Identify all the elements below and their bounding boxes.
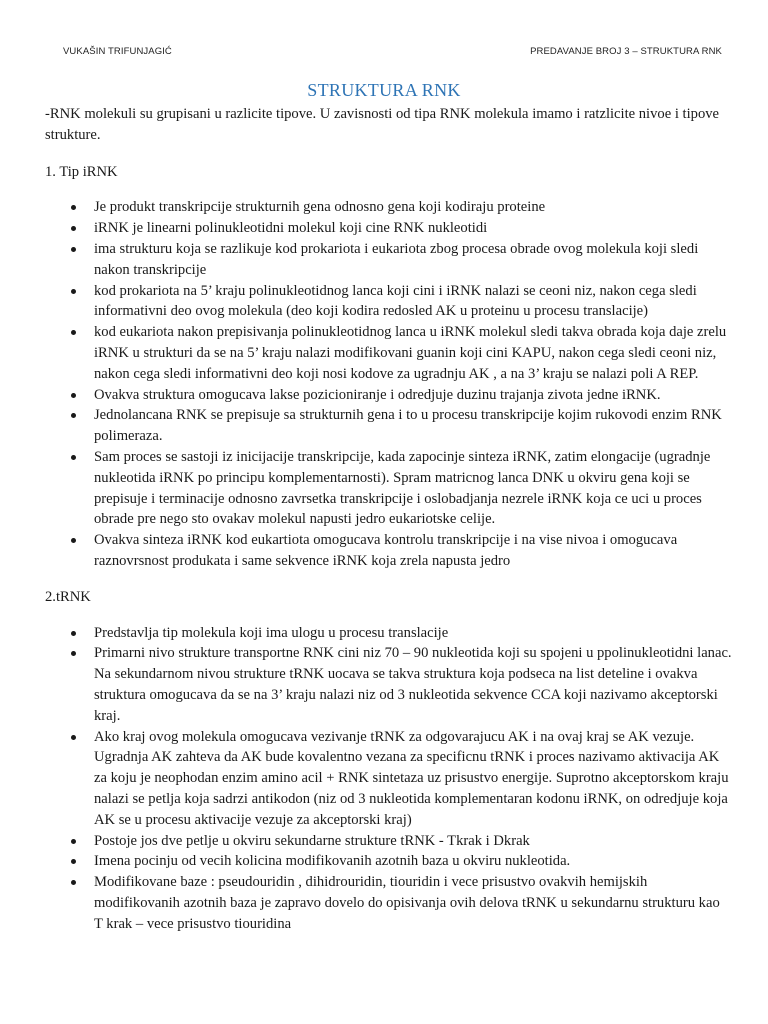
list-item: Ovakva struktura omogucava lakse pozicioniranje i odredjuje duzinu trajanja zivota jedne iRNK. <box>45 385 733 406</box>
section-heading-irnk: 1. Tip iRNK <box>45 163 118 180</box>
irnk-bullet-list <box>45 197 733 571</box>
list-item: iRNK je linearni polinukleotidni molekul koji cine RNK nukleotidi <box>45 218 733 239</box>
list-item: Postoje jos dve petlje u okviru sekundarne strukture tRNK - Tkrak i Dkrak <box>45 831 733 852</box>
document-body <box>45 104 733 949</box>
header-author: VUKAŠIN TRIFUNJAGIĆ <box>63 46 172 57</box>
list-item: Imena pocinju od vecih kolicina modifikovanih azotnih baza u okviru nukleotida. <box>45 851 733 872</box>
list-item: Ako kraj ovog molekula omogucava vezivanje tRNK za odgovarajucu AK i na ovaj kraj se AK vezuje. Ugradnja AK zahteva da AK bude kovalentno vezana za specificnu tRNK i proces nazivamo aktivacija AK za koju je neophodan enzim amino acil + RNK sintetaza uz prisustvo energije. Suprotno akceptorskom kraju nalazi se petlja koja sadrzi antikodon (niz od 3 nukleotida komplementaran kodonu iRNK, on odredjuje koja AK se u procesu aktivacije vezuje za akceptorski kraj) <box>45 727 733 831</box>
list-item: Sam proces se sastoji iz inicijacije transkripcije, kada zapocinje sinteza iRNK, zatim elongacije (ugradnje nukleotida iRNK po principu komplementarnosti). Spram matricnog lanca DNK u okviru gena koji se prepisuje i terminacije odnosno zavrsetka transkripcije i oslobadjanja nezrele iRNK koja ce uci u proces obrade pre nego sto ovakav molekul napusti jedro eukariotske celije. <box>45 447 733 530</box>
document-title: STRUKTURA RNK <box>307 80 461 100</box>
list-item-continuation: T krak – vece prisustvo tiouridina <box>94 915 292 932</box>
list-item-text: Modifikovane baze : pseudouridin , dihidrouridin, tiouridin i vece prisustvo ovakvih hemijskih modifikovanih azotnih baza je zapravo dovelo do opisivanja ovih delova tRNK u sekundarnu strukturu kao <box>94 874 720 911</box>
list-item: kod prokariota na 5’ kraju polinukleotidnog lanca koji cini i iRNK nalazi se ceoni niz, nakon cega sledi informativni deo ovog molekula (deo koji kodira redosled AK u proteinu u procesu translacije) <box>45 281 733 323</box>
list-item: Ovakva sinteza iRNK kod eukartiota omogucava kontrolu transkripcije i na vise nivoa i omogucava raznovrsnost produkata i same sekvence iRNK koja zrela napusta jedro <box>45 530 733 572</box>
list-item: kod eukariota nakon prepisivanja polinukleotidnog lanca u iRNK molekul sledi takva obrada koja daje zrelu iRNK u strukturi da se na 5’ kraju nalazi modifikovani guanin koji cini KAPU, nakon cega sledi ceoni niz, nakon cega sledi informativni deo koji nosi kodove za ugradnju AK , a na 3’ kraju se nalazi poli A REP. <box>45 322 733 384</box>
list-item <box>45 872 733 934</box>
list-item: Predstavlja tip molekula koji ima ulogu u procesu translacije <box>45 623 733 644</box>
section-heading-trnk: 2.tRNK <box>45 588 91 605</box>
trnk-bullet-list <box>45 623 733 935</box>
list-item: Jednolancana RNK se prepisuje sa strukturnih gena i to u procesu transkripcije kojim rukovodi enzim RNK polimeraza. <box>45 405 733 447</box>
intro-paragraph: -RNK molekuli su grupisani u razlicite tipove. U zavisnosti od tipa RNK molekula imamo i ratzlicite nivoe i tipove strukture. <box>45 106 720 143</box>
header-lecture-title: PREDAVANJE BROJ 3 – STRUKTURA RNK <box>530 46 722 57</box>
list-item: Je produkt transkripcije strukturnih gena odnosno gena koji kodiraju proteine <box>45 197 733 218</box>
list-item: ima strukturu koja se razlikuje kod prokariota i eukariota zbog procesa obrade ovog molekula koji sledi nakon transkripcije <box>45 239 733 281</box>
list-item: Primarni nivo strukture transportne RNK cini niz 70 – 90 nukleotida koji su spojeni u ppolinukleotidni lanac. Na sekundarnom nivou strukture tRNK uocava se takva struktura koja podseca na list deteline i ovakva struktura omogucava da se na 3’ kraju nalazi niz od 3 nukleotida sekvence CCA koji nazivamo akceptorski kraj. <box>45 643 733 726</box>
